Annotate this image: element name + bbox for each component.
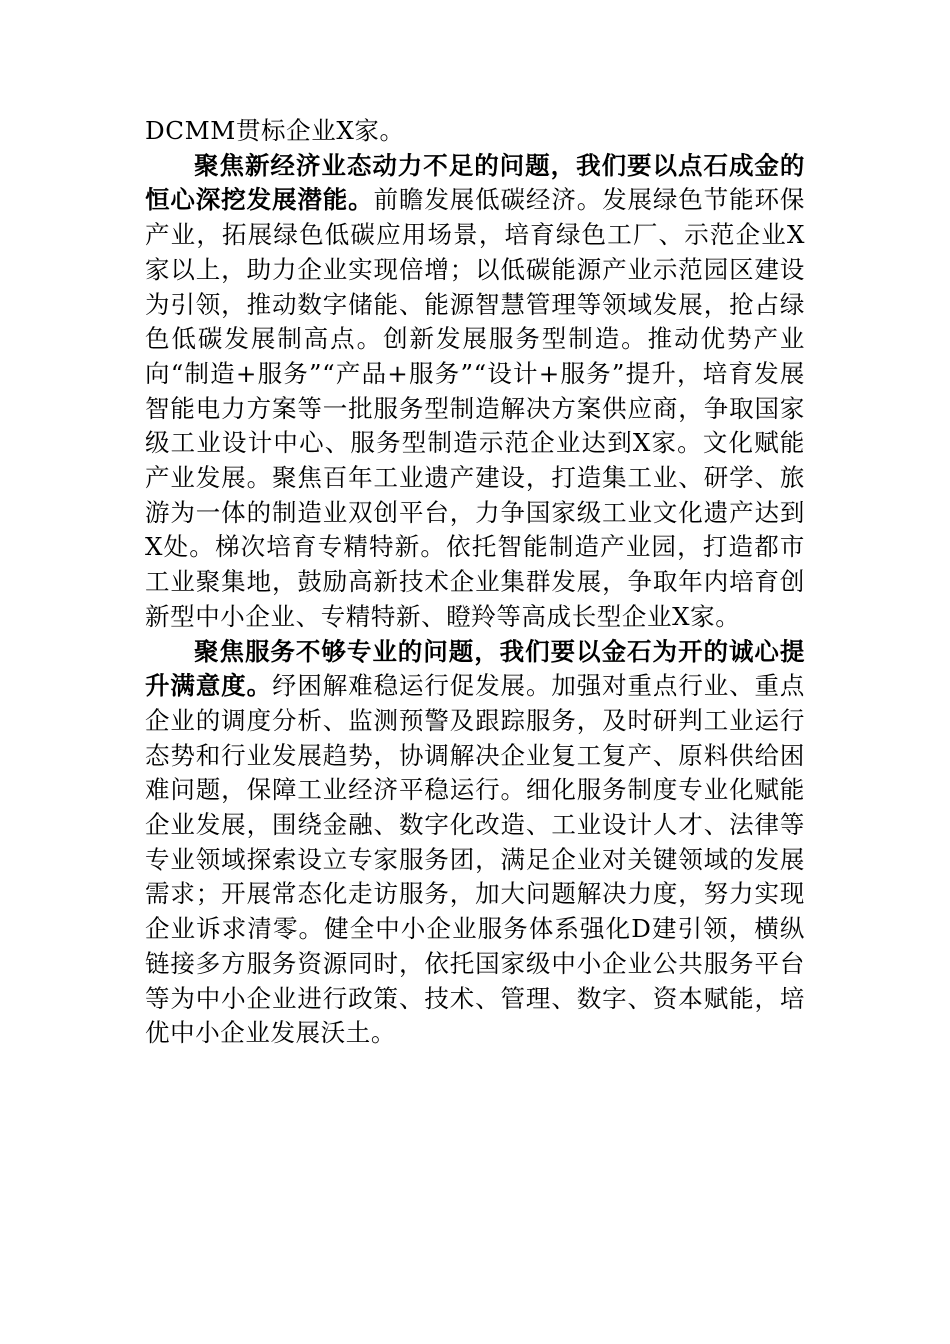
paragraph-text: 纾困解难稳运行促发展。加强对重点行业、重点企业的调度分析、监测预警及跟踪服务，及时研判工业运行态势和行业发展趋势，协调解决企业复工复产、原料供给困难问题，保障工业经济平稳运行。细化服务制度专业化赋能企业发展，围绕金融、数字化改造、工业设计人才、法律等专业领域探索设立专家服务团，满足企业对关键领域的发展需求；开展常态化走访服务，加大问题解决力度，努力实现企业诉求清零。健全中小企业服务体系强化D建引领，横纵链接多方服务资源同时，依托国家级中小企业公共服务平台等为中小企业进行政策、技术、管理、数字、资本赋能，培优中小企业发展沃土。 (145, 671, 805, 1048)
paragraph-text: DCMM贯标企业X家。 (145, 116, 405, 145)
paragraph-continuation (145, 114, 805, 149)
document-page (145, 114, 805, 1051)
paragraph-lead-heading: 聚焦服务不够专业的问题，我们要以金石为开的诚心提升满意度。 (145, 636, 805, 701)
paragraph-new-economy (145, 149, 805, 635)
paragraph-text: 前瞻发展低碳经济。发展绿色节能环保产业，拓展绿色低碳应用场景，培育绿色工厂、示范企业X家以上，助力企业实现倍增；以低碳能源产业示范园区建设为引领，推动数字储能、能源智慧管理等领域发展，抢占绿色低碳发展制高点。创新发展服务型制造。推动优势产业向“制造+服务”“产品+服务”“设计+服务”提升，培育发展智能电力方案等一批服务型制造解决方案供应商，争取国家级工业设计中心、服务型制造示范企业达到X家。文化赋能产业发展。聚焦百年工业遗产建设，打造集工业、研学、旅游为一体的制造业双创平台，力争国家级工业文化遗产达到X处。梯次培育专精特新。依托智能制造产业园，打造都市工业聚集地，鼓励高新技术企业集群发展，争取年内培育创新型中小企业、专精特新、瞪羚等高成长型企业X家。 (145, 185, 805, 631)
paragraph-service (145, 635, 805, 1051)
paragraph-lead-heading: 聚焦新经济业态动力不足的问题，我们要以点石成金的恒心深挖发展潜能。 (145, 150, 805, 215)
